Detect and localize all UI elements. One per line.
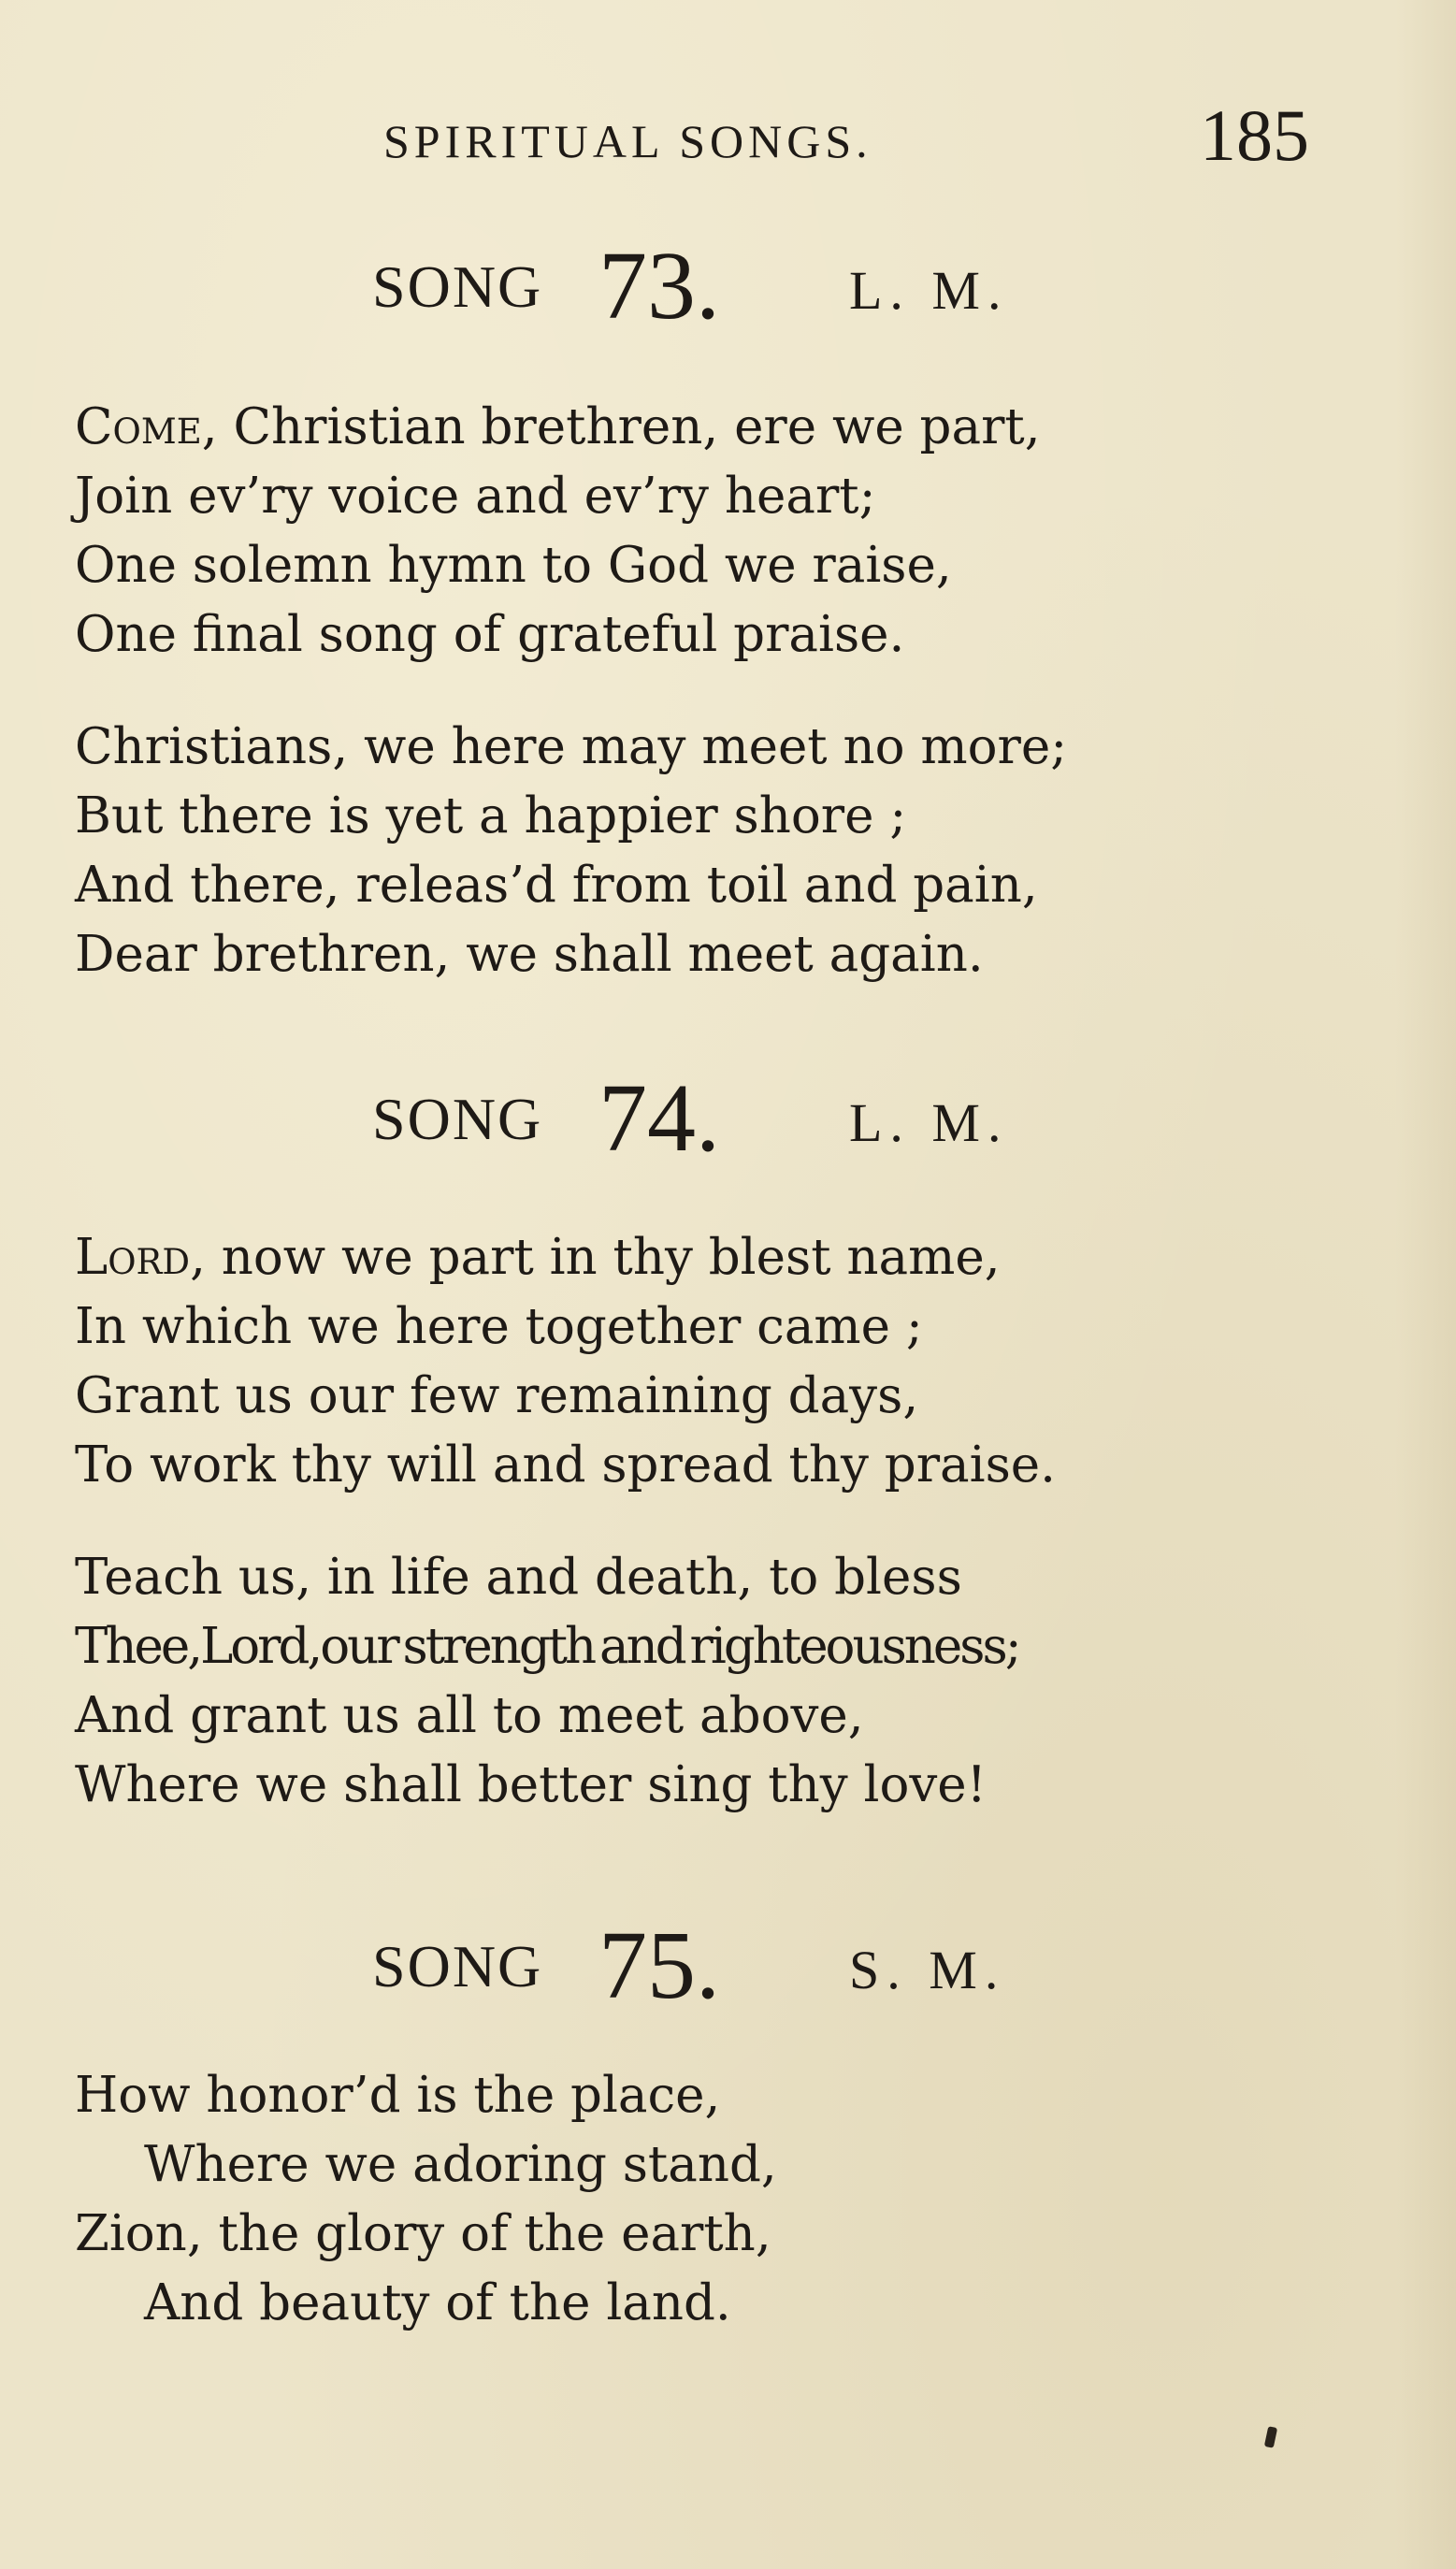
verse-line: Where we shall better sing thy love! [75, 1756, 987, 1813]
song-label: SONG [372, 1933, 543, 1999]
verse-line: Join ev’ry voice and ev’ry heart; [75, 468, 876, 525]
song-number: 74. [598, 1064, 720, 1172]
verse-line: And beauty of the land. [144, 2274, 731, 2331]
song-number: 73. [598, 232, 720, 339]
song-75-stanza-1 [75, 2061, 1421, 2338]
running-header [0, 94, 1456, 178]
verse-line: One final song of grateful praise. [75, 606, 905, 663]
verse-line: Dear brethren, we shall meet again. [75, 926, 984, 983]
song-73-stanza-2 [75, 713, 1421, 989]
song-74-stanza-1 [75, 1223, 1421, 1500]
song-73-stanza-1 [75, 393, 1421, 670]
verse-line: In which we here together came ; [75, 1298, 923, 1355]
verse-line: Christians, we here may meet no more; [75, 718, 1068, 775]
verse-lead-word: Come [75, 398, 202, 455]
verse-line: One solemn hymn to God we raise, [75, 537, 952, 594]
verse-lead-word: Lord [75, 1229, 191, 1286]
song-label: SONG [372, 253, 543, 320]
verse-line: Grant us our few remaining days, [75, 1367, 919, 1424]
page-number: 185 [1200, 94, 1309, 176]
song-meter: L. M. [849, 260, 1009, 321]
song-73-heading [0, 232, 1456, 339]
verse-line: Lord, now we part in thy blest name, [75, 1229, 1001, 1286]
ink-speck [1264, 2426, 1277, 2448]
verse-line: How honor’d is the place, [75, 2067, 721, 2124]
song-number: 75. [598, 1912, 720, 2019]
verse-line: Teach us, in life and death, to bless [75, 1549, 962, 1606]
song-75-heading [0, 1912, 1456, 2019]
song-74-stanza-2 [75, 1543, 1421, 1820]
verse-line: Thee,Lord,our strength and righteousness; [75, 1618, 1019, 1675]
song-74-heading [0, 1064, 1456, 1172]
verse-line: Come, Christian brethren, ere we part, [75, 398, 1041, 455]
verse-line: And there, releas’d from toil and pain, [75, 857, 1038, 914]
verse-line: Where we adoring stand, [144, 2136, 777, 2193]
verse-line: But there is yet a happier shore ; [75, 787, 907, 844]
verse-line: To work thy will and spread thy praise. [75, 1436, 1057, 1494]
verse-line: Zion, the glory of the earth, [75, 2205, 771, 2262]
song-meter: L. M. [849, 1092, 1009, 1153]
running-title: SPIRITUAL SONGS. [383, 115, 872, 167]
song-label: SONG [372, 1086, 543, 1152]
song-meter: S. M. [849, 1940, 1006, 2000]
verse-line: And grant us all to meet above, [75, 1687, 864, 1744]
